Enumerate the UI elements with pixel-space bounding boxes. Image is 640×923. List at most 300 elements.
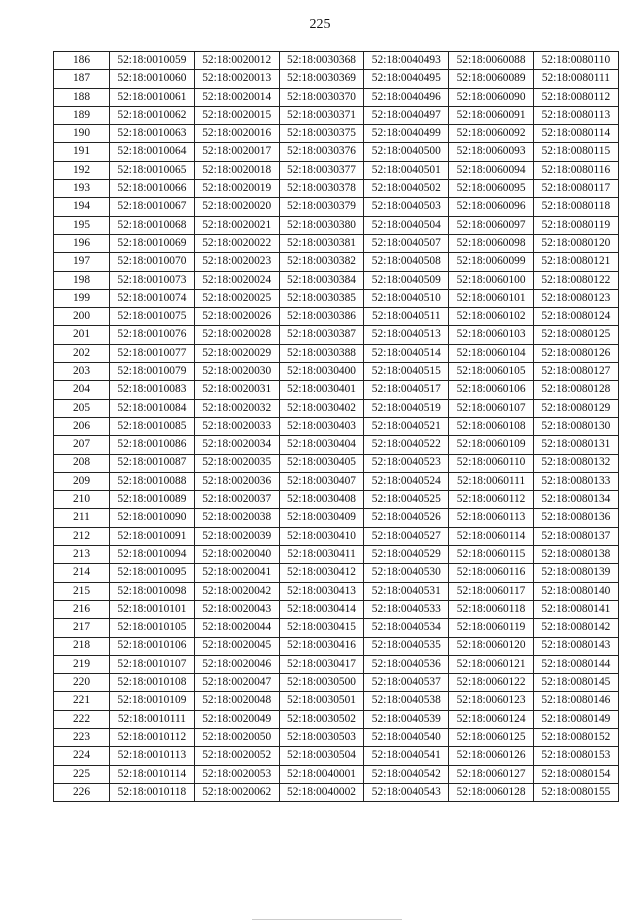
- cadastral-number-cell: 52:18:0020062: [194, 783, 279, 801]
- row-number-cell: 191: [54, 143, 110, 161]
- cadastral-number-cell: 52:18:0040537: [364, 674, 449, 692]
- cadastral-number-cell: 52:18:0040493: [364, 52, 449, 70]
- cadastral-number-cell: 52:18:0040533: [364, 600, 449, 618]
- cadastral-number-cell: 52:18:0030382: [279, 253, 364, 271]
- cadastral-number-cell: 52:18:0010067: [110, 198, 195, 216]
- cadastral-number-cell: 52:18:0030379: [279, 198, 364, 216]
- cadastral-number-cell: 52:18:0030385: [279, 289, 364, 307]
- cadastral-number-cell: 52:18:0080111: [533, 70, 618, 88]
- cadastral-number-cell: 52:18:0030403: [279, 417, 364, 435]
- cadastral-number-cell: 52:18:0030417: [279, 655, 364, 673]
- cadastral-number-cell: 52:18:0020050: [194, 728, 279, 746]
- row-number-cell: 206: [54, 417, 110, 435]
- row-number-cell: 188: [54, 88, 110, 106]
- table-row: [54, 692, 619, 710]
- cadastral-number-cell: 52:18:0040509: [364, 271, 449, 289]
- cadastral-number-cell: 52:18:0030415: [279, 619, 364, 637]
- row-number-cell: 210: [54, 491, 110, 509]
- cadastral-number-cell: 52:18:0020036: [194, 472, 279, 490]
- cadastral-number-cell: 52:18:0040507: [364, 234, 449, 252]
- cadastral-number-cell: 52:18:0060109: [449, 436, 534, 454]
- cadastral-number-cell: 52:18:0030414: [279, 600, 364, 618]
- cadastral-number-cell: 52:18:0080128: [533, 381, 618, 399]
- table-row: [54, 125, 619, 143]
- row-number-cell: 193: [54, 180, 110, 198]
- cadastral-number-cell: 52:18:0020045: [194, 637, 279, 655]
- cadastral-number-cell: 52:18:0010070: [110, 253, 195, 271]
- cadastral-number-cell: 52:18:0040539: [364, 710, 449, 728]
- cadastral-number-cell: 52:18:0030401: [279, 381, 364, 399]
- cadastral-number-cell: 52:18:0010064: [110, 143, 195, 161]
- cadastral-number-cell: 52:18:0040514: [364, 344, 449, 362]
- cadastral-number-cell: 52:18:0030380: [279, 216, 364, 234]
- cadastral-number-cell: 52:18:0030413: [279, 582, 364, 600]
- cadastral-number-cell: 52:18:0040519: [364, 399, 449, 417]
- row-number-cell: 222: [54, 710, 110, 728]
- table-row: [54, 728, 619, 746]
- cadastral-number-cell: 52:18:0040535: [364, 637, 449, 655]
- cadastral-number-cell: 52:18:0040529: [364, 546, 449, 564]
- table-row: [54, 472, 619, 490]
- cadastral-number-cell: 52:18:0010095: [110, 564, 195, 582]
- cadastral-number-cell: 52:18:0040527: [364, 527, 449, 545]
- cadastral-number-cell: 52:18:0010079: [110, 363, 195, 381]
- row-number-cell: 197: [54, 253, 110, 271]
- cadastral-number-cell: 52:18:0040500: [364, 143, 449, 161]
- cadastral-number-cell: 52:18:0010076: [110, 326, 195, 344]
- cadastral-number-cell: 52:18:0040542: [364, 765, 449, 783]
- table-row: [54, 674, 619, 692]
- cadastral-number-cell: 52:18:0040495: [364, 70, 449, 88]
- cadastral-number-cell: 52:18:0080146: [533, 692, 618, 710]
- row-number-cell: 208: [54, 454, 110, 472]
- cadastral-number-cell: 52:18:0040513: [364, 326, 449, 344]
- cadastral-number-cell: 52:18:0080133: [533, 472, 618, 490]
- cadastral-number-cell: 52:18:0040504: [364, 216, 449, 234]
- row-number-cell: 213: [54, 546, 110, 564]
- cadastral-number-cell: 52:18:0030368: [279, 52, 364, 70]
- cadastral-number-cell: 52:18:0080119: [533, 216, 618, 234]
- cadastral-number-cell: 52:18:0060127: [449, 765, 534, 783]
- cadastral-number-cell: 52:18:0060094: [449, 161, 534, 179]
- cadastral-number-cell: 52:18:0060120: [449, 637, 534, 655]
- cadastral-number-cell: 52:18:0080137: [533, 527, 618, 545]
- cadastral-number-cell: 52:18:0060099: [449, 253, 534, 271]
- cadastral-number-cell: 52:18:0040002: [279, 783, 364, 801]
- cadastral-number-cell: 52:18:0060097: [449, 216, 534, 234]
- table-row: [54, 363, 619, 381]
- cadastral-number-cell: 52:18:0020020: [194, 198, 279, 216]
- cadastral-number-cell: 52:18:0040534: [364, 619, 449, 637]
- cadastral-number-cell: 52:18:0030504: [279, 747, 364, 765]
- cadastral-number-cell: 52:18:0040541: [364, 747, 449, 765]
- cadastral-number-cell: 52:18:0010112: [110, 728, 195, 746]
- cadastral-number-cell: 52:18:0010090: [110, 509, 195, 527]
- cadastral-number-cell: 52:18:0040508: [364, 253, 449, 271]
- cadastral-number-cell: 52:18:0080114: [533, 125, 618, 143]
- cadastral-number-cell: 52:18:0010061: [110, 88, 195, 106]
- row-number-cell: 212: [54, 527, 110, 545]
- cadastral-number-cell: 52:18:0010073: [110, 271, 195, 289]
- cadastral-number-cell: 52:18:0030400: [279, 363, 364, 381]
- row-number-cell: 211: [54, 509, 110, 527]
- cadastral-number-cell: 52:18:0040496: [364, 88, 449, 106]
- cadastral-number-cell: 52:18:0080124: [533, 308, 618, 326]
- cadastral-number-cell: 52:18:0040499: [364, 125, 449, 143]
- row-number-cell: 226: [54, 783, 110, 801]
- cadastral-number-cell: 52:18:0040522: [364, 436, 449, 454]
- row-number-cell: 221: [54, 692, 110, 710]
- cadastral-number-cell: 52:18:0080118: [533, 198, 618, 216]
- cadastral-number-cell: 52:18:0020038: [194, 509, 279, 527]
- cadastral-number-cell: 52:18:0010066: [110, 180, 195, 198]
- cadastral-number-cell: 52:18:0030409: [279, 509, 364, 527]
- cadastral-number-cell: 52:18:0060115: [449, 546, 534, 564]
- cadastral-number-cell: 52:18:0020013: [194, 70, 279, 88]
- cadastral-number-cell: 52:18:0030500: [279, 674, 364, 692]
- cadastral-number-cell: 52:18:0030381: [279, 234, 364, 252]
- row-number-cell: 205: [54, 399, 110, 417]
- cadastral-number-cell: 52:18:0020016: [194, 125, 279, 143]
- cadastral-number-cell: 52:18:0080149: [533, 710, 618, 728]
- cadastral-number-cell: 52:18:0010094: [110, 546, 195, 564]
- cadastral-number-cell: 52:18:0030416: [279, 637, 364, 655]
- cadastral-number-cell: 52:18:0030369: [279, 70, 364, 88]
- page-number: 225: [309, 17, 331, 32]
- cadastral-number-cell: 52:18:0020022: [194, 234, 279, 252]
- cadastral-number-cell: 52:18:0080136: [533, 509, 618, 527]
- row-number-cell: 216: [54, 600, 110, 618]
- table-row: [54, 783, 619, 801]
- bottom-rule: [252, 919, 402, 920]
- table-row: [54, 326, 619, 344]
- cadastral-number-cell: 52:18:0030501: [279, 692, 364, 710]
- table-row: [54, 234, 619, 252]
- cadastral-number-cell: 52:18:0030376: [279, 143, 364, 161]
- table-row: [54, 344, 619, 362]
- row-number-cell: 195: [54, 216, 110, 234]
- cadastral-number-cell: 52:18:0020021: [194, 216, 279, 234]
- cadastral-number-cell: 52:18:0030412: [279, 564, 364, 582]
- cadastral-number-cell: 52:18:0010059: [110, 52, 195, 70]
- cadastral-number-cell: 52:18:0030384: [279, 271, 364, 289]
- cadastral-number-cell: 52:18:0020048: [194, 692, 279, 710]
- table-row: [54, 253, 619, 271]
- cadastral-number-cell: 52:18:0040511: [364, 308, 449, 326]
- cadastral-number-cell: 52:18:0030410: [279, 527, 364, 545]
- cadastral-number-cell: 52:18:0080152: [533, 728, 618, 746]
- cadastral-number-cell: 52:18:0080140: [533, 582, 618, 600]
- cadastral-number-cell: 52:18:0080153: [533, 747, 618, 765]
- cadastral-number-cell: 52:18:0030386: [279, 308, 364, 326]
- cadastral-number-cell: 52:18:0040497: [364, 106, 449, 124]
- cadastral-number-cell: 52:18:0080154: [533, 765, 618, 783]
- table-row: [54, 655, 619, 673]
- table-row: [54, 582, 619, 600]
- row-number-cell: 225: [54, 765, 110, 783]
- cadastral-number-cell: 52:18:0030503: [279, 728, 364, 746]
- table-row: [54, 308, 619, 326]
- cadastral-number-cell: 52:18:0020023: [194, 253, 279, 271]
- cadastral-number-cell: 52:18:0020046: [194, 655, 279, 673]
- cadastral-number-cell: 52:18:0080122: [533, 271, 618, 289]
- cadastral-number-cell: 52:18:0020041: [194, 564, 279, 582]
- row-number-cell: 220: [54, 674, 110, 692]
- cadastral-number-cell: 52:18:0060106: [449, 381, 534, 399]
- cadastral-number-cell: 52:18:0010075: [110, 308, 195, 326]
- table-row: [54, 161, 619, 179]
- table-row: [54, 52, 619, 70]
- cadastral-number-cell: 52:18:0040501: [364, 161, 449, 179]
- cadastral-number-cell: 52:18:0020043: [194, 600, 279, 618]
- cadastral-number-cell: 52:18:0010107: [110, 655, 195, 673]
- row-number-cell: 217: [54, 619, 110, 637]
- cadastral-number-cell: 52:18:0040540: [364, 728, 449, 746]
- cadastral-number-cell: 52:18:0060089: [449, 70, 534, 88]
- cadastral-number-cell: 52:18:0060124: [449, 710, 534, 728]
- cadastral-number-cell: 52:18:0010105: [110, 619, 195, 637]
- cadastral-number-cell: 52:18:0080120: [533, 234, 618, 252]
- table-row: [54, 198, 619, 216]
- cadastral-number-cell: 52:18:0030502: [279, 710, 364, 728]
- table-row: [54, 710, 619, 728]
- cadastral-number-cell: 52:18:0010111: [110, 710, 195, 728]
- cadastral-number-cell: 52:18:0080142: [533, 619, 618, 637]
- row-number-cell: 215: [54, 582, 110, 600]
- cadastral-number-cell: 52:18:0020024: [194, 271, 279, 289]
- cadastral-number-cell: 52:18:0080125: [533, 326, 618, 344]
- cadastral-number-cell: 52:18:0010087: [110, 454, 195, 472]
- row-number-cell: 224: [54, 747, 110, 765]
- cadastral-number-cell: 52:18:0020037: [194, 491, 279, 509]
- cadastral-number-cell: 52:18:0060096: [449, 198, 534, 216]
- cadastral-number-cell: 52:18:0040536: [364, 655, 449, 673]
- table-row: [54, 619, 619, 637]
- table-row: [54, 381, 619, 399]
- cadastral-number-cell: 52:18:0020040: [194, 546, 279, 564]
- cadastral-number-cell: 52:18:0020033: [194, 417, 279, 435]
- row-number-cell: 194: [54, 198, 110, 216]
- cadastral-number-cell: 52:18:0080138: [533, 546, 618, 564]
- cadastral-number-cell: 52:18:0080131: [533, 436, 618, 454]
- cadastral-number-cell: 52:18:0080121: [533, 253, 618, 271]
- cadastral-number-cell: 52:18:0030375: [279, 125, 364, 143]
- table-row: [54, 289, 619, 307]
- row-number-cell: 202: [54, 344, 110, 362]
- cadastral-number-cell: 52:18:0010062: [110, 106, 195, 124]
- cadastral-number-cell: 52:18:0080144: [533, 655, 618, 673]
- cadastral-number-cell: 52:18:0010060: [110, 70, 195, 88]
- cadastral-number-cell: 52:18:0060114: [449, 527, 534, 545]
- table-row: [54, 436, 619, 454]
- cadastral-number-cell: 52:18:0080115: [533, 143, 618, 161]
- row-number-cell: 200: [54, 308, 110, 326]
- cadastral-number-cell: 52:18:0010077: [110, 344, 195, 362]
- cadastral-number-cell: 52:18:0010085: [110, 417, 195, 435]
- cadastral-number-cell: 52:18:0010109: [110, 692, 195, 710]
- table-row: [54, 600, 619, 618]
- cadastral-number-cell: 52:18:0060100: [449, 271, 534, 289]
- cadastral-number-cell: 52:18:0080113: [533, 106, 618, 124]
- cadastral-number-cell: 52:18:0060104: [449, 344, 534, 362]
- row-number-cell: 209: [54, 472, 110, 490]
- cadastral-number-cell: 52:18:0060093: [449, 143, 534, 161]
- cadastral-number-cell: 52:18:0060102: [449, 308, 534, 326]
- cadastral-number-cell: 52:18:0010113: [110, 747, 195, 765]
- table-body: [54, 52, 619, 802]
- cadastral-number-cell: 52:18:0060122: [449, 674, 534, 692]
- row-number-cell: 190: [54, 125, 110, 143]
- cadastral-number-cell: 52:18:0080141: [533, 600, 618, 618]
- cadastral-number-cell: 52:18:0040515: [364, 363, 449, 381]
- cadastral-number-cell: 52:18:0060103: [449, 326, 534, 344]
- cadastral-number-cell: 52:18:0010068: [110, 216, 195, 234]
- cadastral-number-cell: 52:18:0020049: [194, 710, 279, 728]
- row-number-cell: 186: [54, 52, 110, 70]
- cadastral-number-cell: 52:18:0030387: [279, 326, 364, 344]
- table-row: [54, 216, 619, 234]
- cadastral-number-cell: 52:18:0020053: [194, 765, 279, 783]
- cadastral-number-cell: 52:18:0040523: [364, 454, 449, 472]
- table-row: [54, 491, 619, 509]
- row-number-cell: 187: [54, 70, 110, 88]
- table-row: [54, 527, 619, 545]
- cadastral-number-cell: 52:18:0060112: [449, 491, 534, 509]
- cadastral-number-cell: 52:18:0010098: [110, 582, 195, 600]
- cadastral-number-cell: 52:18:0060128: [449, 783, 534, 801]
- cadastral-number-cell: 52:18:0020047: [194, 674, 279, 692]
- cadastral-number-cell: 52:18:0060118: [449, 600, 534, 618]
- row-number-cell: 204: [54, 381, 110, 399]
- table-row: [54, 454, 619, 472]
- cadastral-number-cell: 52:18:0040530: [364, 564, 449, 582]
- cadastral-number-cell: 52:18:0040524: [364, 472, 449, 490]
- cadastral-number-cell: 52:18:0020042: [194, 582, 279, 600]
- row-number-cell: 219: [54, 655, 110, 673]
- cadastral-number-cell: 52:18:0010108: [110, 674, 195, 692]
- cadastral-number-cell: 52:18:0080123: [533, 289, 618, 307]
- cadastral-number-cell: 52:18:0020031: [194, 381, 279, 399]
- cadastral-number-cell: 52:18:0080126: [533, 344, 618, 362]
- cadastral-number-cell: 52:18:0060105: [449, 363, 534, 381]
- table-row: [54, 417, 619, 435]
- cadastral-number-cell: 52:18:0020032: [194, 399, 279, 417]
- row-number-cell: 189: [54, 106, 110, 124]
- cadastral-number-cell: 52:18:0010114: [110, 765, 195, 783]
- cadastral-number-cell: 52:18:0040502: [364, 180, 449, 198]
- cadastral-number-cell: 52:18:0060090: [449, 88, 534, 106]
- cadastral-number-cell: 52:18:0020029: [194, 344, 279, 362]
- cadastral-number-cell: 52:18:0040538: [364, 692, 449, 710]
- table-row: [54, 747, 619, 765]
- cadastral-number-cell: 52:18:0030408: [279, 491, 364, 509]
- cadastral-number-cell: 52:18:0010065: [110, 161, 195, 179]
- cadastral-number-cell: 52:18:0030371: [279, 106, 364, 124]
- cadastral-number-cell: 52:18:0060092: [449, 125, 534, 143]
- row-number-cell: 201: [54, 326, 110, 344]
- table-row: [54, 637, 619, 655]
- cadastral-number-cell: 52:18:0020028: [194, 326, 279, 344]
- cadastral-number-cell: 52:18:0030405: [279, 454, 364, 472]
- cadastral-number-cell: 52:18:0010084: [110, 399, 195, 417]
- cadastral-number-cell: 52:18:0040503: [364, 198, 449, 216]
- cadastral-number-cell: 52:18:0040525: [364, 491, 449, 509]
- row-number-cell: 196: [54, 234, 110, 252]
- cadastral-number-cell: 52:18:0080112: [533, 88, 618, 106]
- table-row: [54, 143, 619, 161]
- cadastral-number-cell: 52:18:0030411: [279, 546, 364, 564]
- cadastral-number-cell: 52:18:0080130: [533, 417, 618, 435]
- cadastral-number-cell: 52:18:0010089: [110, 491, 195, 509]
- cadastral-number-cell: 52:18:0010074: [110, 289, 195, 307]
- cadastral-number-cell: 52:18:0080145: [533, 674, 618, 692]
- row-number-cell: 203: [54, 363, 110, 381]
- cadastral-number-cell: 52:18:0010088: [110, 472, 195, 490]
- cadastral-number-cell: 52:18:0010069: [110, 234, 195, 252]
- cadastral-number-cell: 52:18:0020026: [194, 308, 279, 326]
- cadastral-number-cell: 52:18:0010091: [110, 527, 195, 545]
- cadastral-number-cell: 52:18:0030377: [279, 161, 364, 179]
- row-number-cell: 218: [54, 637, 110, 655]
- cadastral-number-cell: 52:18:0080127: [533, 363, 618, 381]
- cadastral-number-cell: 52:18:0020025: [194, 289, 279, 307]
- cadastral-number-cell: 52:18:0030402: [279, 399, 364, 417]
- row-number-cell: 192: [54, 161, 110, 179]
- cadastral-number-cell: 52:18:0060113: [449, 509, 534, 527]
- row-number-cell: 214: [54, 564, 110, 582]
- cadastral-number-cell: 52:18:0060126: [449, 747, 534, 765]
- cadastral-number-cell: 52:18:0040531: [364, 582, 449, 600]
- cadastral-number-cell: 52:18:0060091: [449, 106, 534, 124]
- cadastral-number-cell: 52:18:0030378: [279, 180, 364, 198]
- table-row: [54, 509, 619, 527]
- table-row: [54, 399, 619, 417]
- cadastral-number-cell: 52:18:0020012: [194, 52, 279, 70]
- cadastral-number-cell: 52:18:0020017: [194, 143, 279, 161]
- cadastral-number-cell: 52:18:0030370: [279, 88, 364, 106]
- cadastral-number-cell: 52:18:0020018: [194, 161, 279, 179]
- cadastral-number-cell: 52:18:0080155: [533, 783, 618, 801]
- cadastral-number-cell: 52:18:0030404: [279, 436, 364, 454]
- cadastral-number-cell: 52:18:0080110: [533, 52, 618, 70]
- row-number-cell: 207: [54, 436, 110, 454]
- table-row: [54, 271, 619, 289]
- cadastral-number-cell: 52:18:0060107: [449, 399, 534, 417]
- cadastral-quarters-table: [53, 51, 619, 802]
- cadastral-number-cell: 52:18:0060125: [449, 728, 534, 746]
- cadastral-number-cell: 52:18:0020034: [194, 436, 279, 454]
- cadastral-number-cell: 52:18:0060101: [449, 289, 534, 307]
- cadastral-number-cell: 52:18:0080117: [533, 180, 618, 198]
- cadastral-number-cell: 52:18:0040517: [364, 381, 449, 399]
- cadastral-number-cell: 52:18:0080129: [533, 399, 618, 417]
- cadastral-number-cell: 52:18:0040526: [364, 509, 449, 527]
- table-row: [54, 564, 619, 582]
- row-number-cell: 198: [54, 271, 110, 289]
- cadastral-number-cell: 52:18:0060117: [449, 582, 534, 600]
- cadastral-number-cell: 52:18:0020015: [194, 106, 279, 124]
- table-row: [54, 88, 619, 106]
- cadastral-number-cell: 52:18:0060111: [449, 472, 534, 490]
- cadastral-number-cell: 52:18:0060110: [449, 454, 534, 472]
- cadastral-number-cell: 52:18:0030388: [279, 344, 364, 362]
- table-row: [54, 106, 619, 124]
- row-number-cell: 199: [54, 289, 110, 307]
- cadastral-number-cell: 52:18:0080116: [533, 161, 618, 179]
- cadastral-number-cell: 52:18:0010063: [110, 125, 195, 143]
- cadastral-number-cell: 52:18:0020052: [194, 747, 279, 765]
- cadastral-number-cell: 52:18:0020014: [194, 88, 279, 106]
